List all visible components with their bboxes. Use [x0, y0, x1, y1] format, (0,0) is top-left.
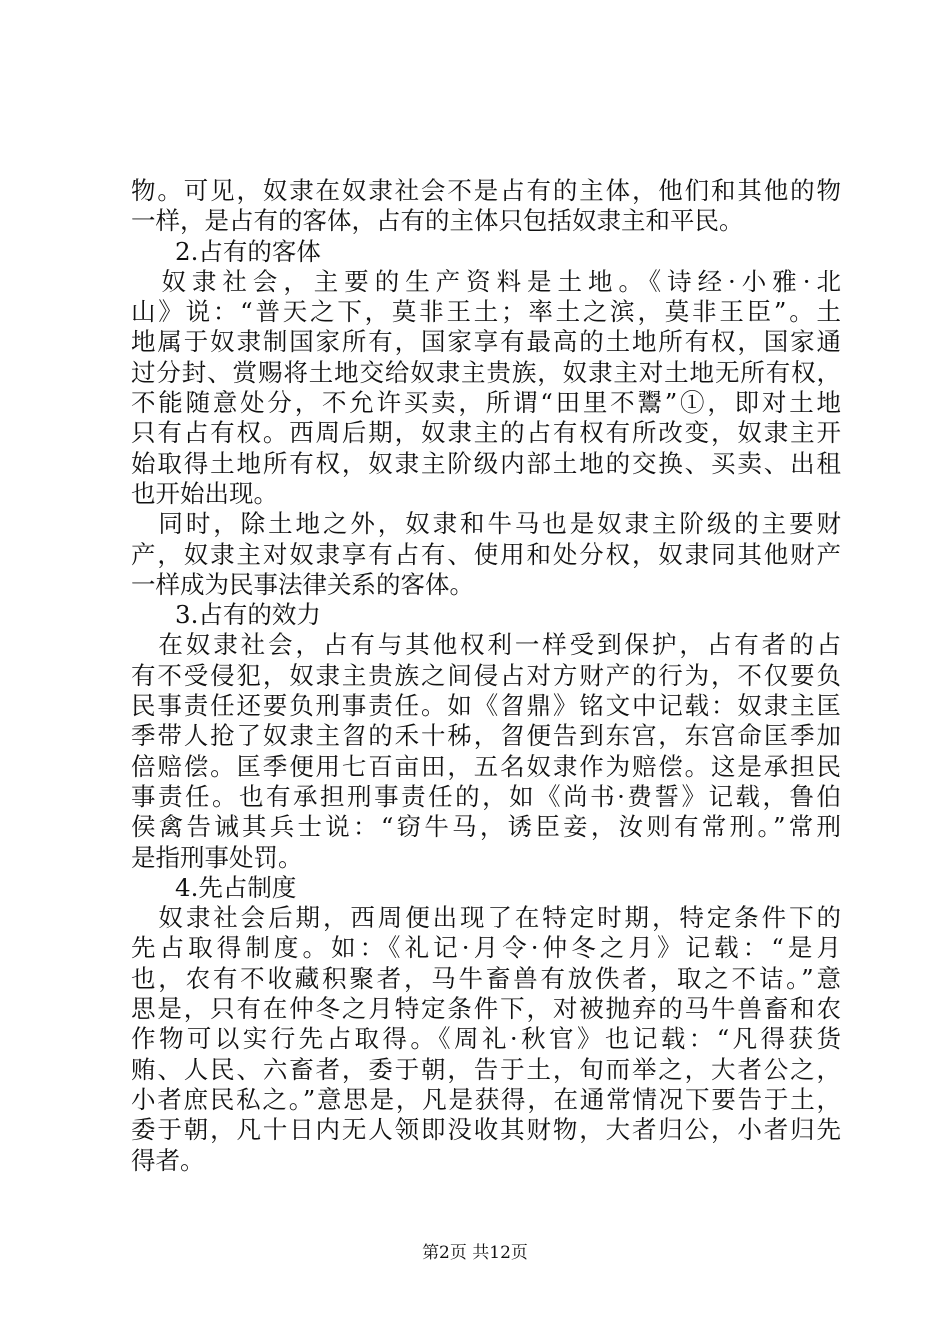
- paragraph-line: 过分封、赏赐将土地交给奴隶主贵族，奴隶主对土地无所有权，: [131, 357, 841, 387]
- paragraph-line: 产，奴隶主对奴隶享有占有、使用和处分权，奴隶同其他财产: [131, 539, 841, 569]
- paragraph-line: 地属于奴隶制国家所有，国家享有最高的土地所有权，国家通: [131, 327, 841, 357]
- paragraph-line: 也开始出现。: [131, 478, 278, 508]
- section-heading: 3.占有的效力: [175, 600, 321, 630]
- paragraph-line: 物。可见，奴隶在奴隶社会不是占有的主体，他们和其他的物: [131, 176, 841, 205]
- paragraph-line: 得者。: [131, 1145, 205, 1175]
- section-heading: 2.占有的客体: [175, 236, 321, 266]
- paragraph-line: 小者庶民私之。”意思是，凡是获得，在通常情况下要告于土，: [131, 1084, 841, 1114]
- paragraph-line: 始取得土地所有权，奴隶主阶级内部土地的交换、买卖、出租: [131, 448, 841, 478]
- paragraph-line: 也，农有不收藏积聚者，马牛畜兽有放佚者，取之不诘。”意: [131, 963, 841, 993]
- paragraph-line: 一样成为民事法律关系的客体。: [131, 569, 474, 599]
- paragraph-line: 只有占有权。西周后期，奴隶主的占有权有所改变，奴隶主开: [131, 418, 841, 448]
- paragraph-line: 季带人抢了奴隶主曶的禾十秭，曶便告到东宫，东宫命匡季加: [131, 721, 841, 751]
- section-heading: 4.先占制度: [175, 872, 297, 902]
- paragraph-line: 不能随意处分，不允许买卖，所谓“田里不鬻”①，即对土地: [131, 388, 841, 418]
- paragraph-line: 倍赔偿。匡季便用七百亩田，五名奴隶作为赔偿。这是承担民: [131, 751, 841, 781]
- paragraph-line: 侯禽告诫其兵士说：“窃牛马，诱臣妾，汝则有常刑。”常刑: [131, 812, 841, 842]
- paragraph-line: 是指刑事处罚。: [131, 842, 303, 872]
- paragraph-line: 奴隶社会后期，西周便出现了在特定时期，特定条件下的: [131, 903, 841, 933]
- page-number-footer: 第2页 共12页: [422, 1243, 528, 1263]
- paragraph-line: 先占取得制度。如：《礼记·月令·仲冬之月》记载：“是月: [131, 933, 841, 963]
- document-body: [131, 176, 841, 1176]
- paragraph-line: 作物可以实行先占取得。《周礼·秋官》也记载：“凡得获货: [131, 1024, 841, 1054]
- paragraph-line: 民事责任还要负刑事责任。如《曶鼎》铭文中记载：奴隶主匡: [131, 691, 841, 721]
- paragraph-line: 山》说：“普天之下，莫非王土；率土之滨，莫非王臣”。土: [131, 297, 841, 327]
- paragraph-line: 思是，只有在仲冬之月特定条件下，对被抛弃的马牛兽畜和农: [131, 994, 841, 1024]
- paragraph-line: 在奴隶社会，占有与其他权利一样受到保护，占有者的占: [131, 630, 841, 660]
- paragraph-line: 有不受侵犯，奴隶主贵族之间侵占对方财产的行为，不仅要负: [131, 660, 841, 690]
- paragraph-line: 委于朝，凡十日内无人领即没收其财物，大者归公，小者归先: [131, 1115, 841, 1145]
- paragraph-line: 贿、人民、六畜者，委于朝，告于土，旬而举之，大者公之，: [131, 1054, 841, 1084]
- paragraph-line: 一样，是占有的客体，占有的主体只包括奴隶主和平民。: [131, 206, 744, 236]
- paragraph-line: 同时，除土地之外，奴隶和牛马也是奴隶主阶级的主要财: [131, 509, 841, 539]
- paragraph-line: 事责任。也有承担刑事责任的，如《尚书·费誓》记载，鲁伯: [131, 781, 841, 811]
- paragraph-line: 奴隶社会，主要的生产资料是土地。《诗经·小雅·北: [131, 266, 841, 296]
